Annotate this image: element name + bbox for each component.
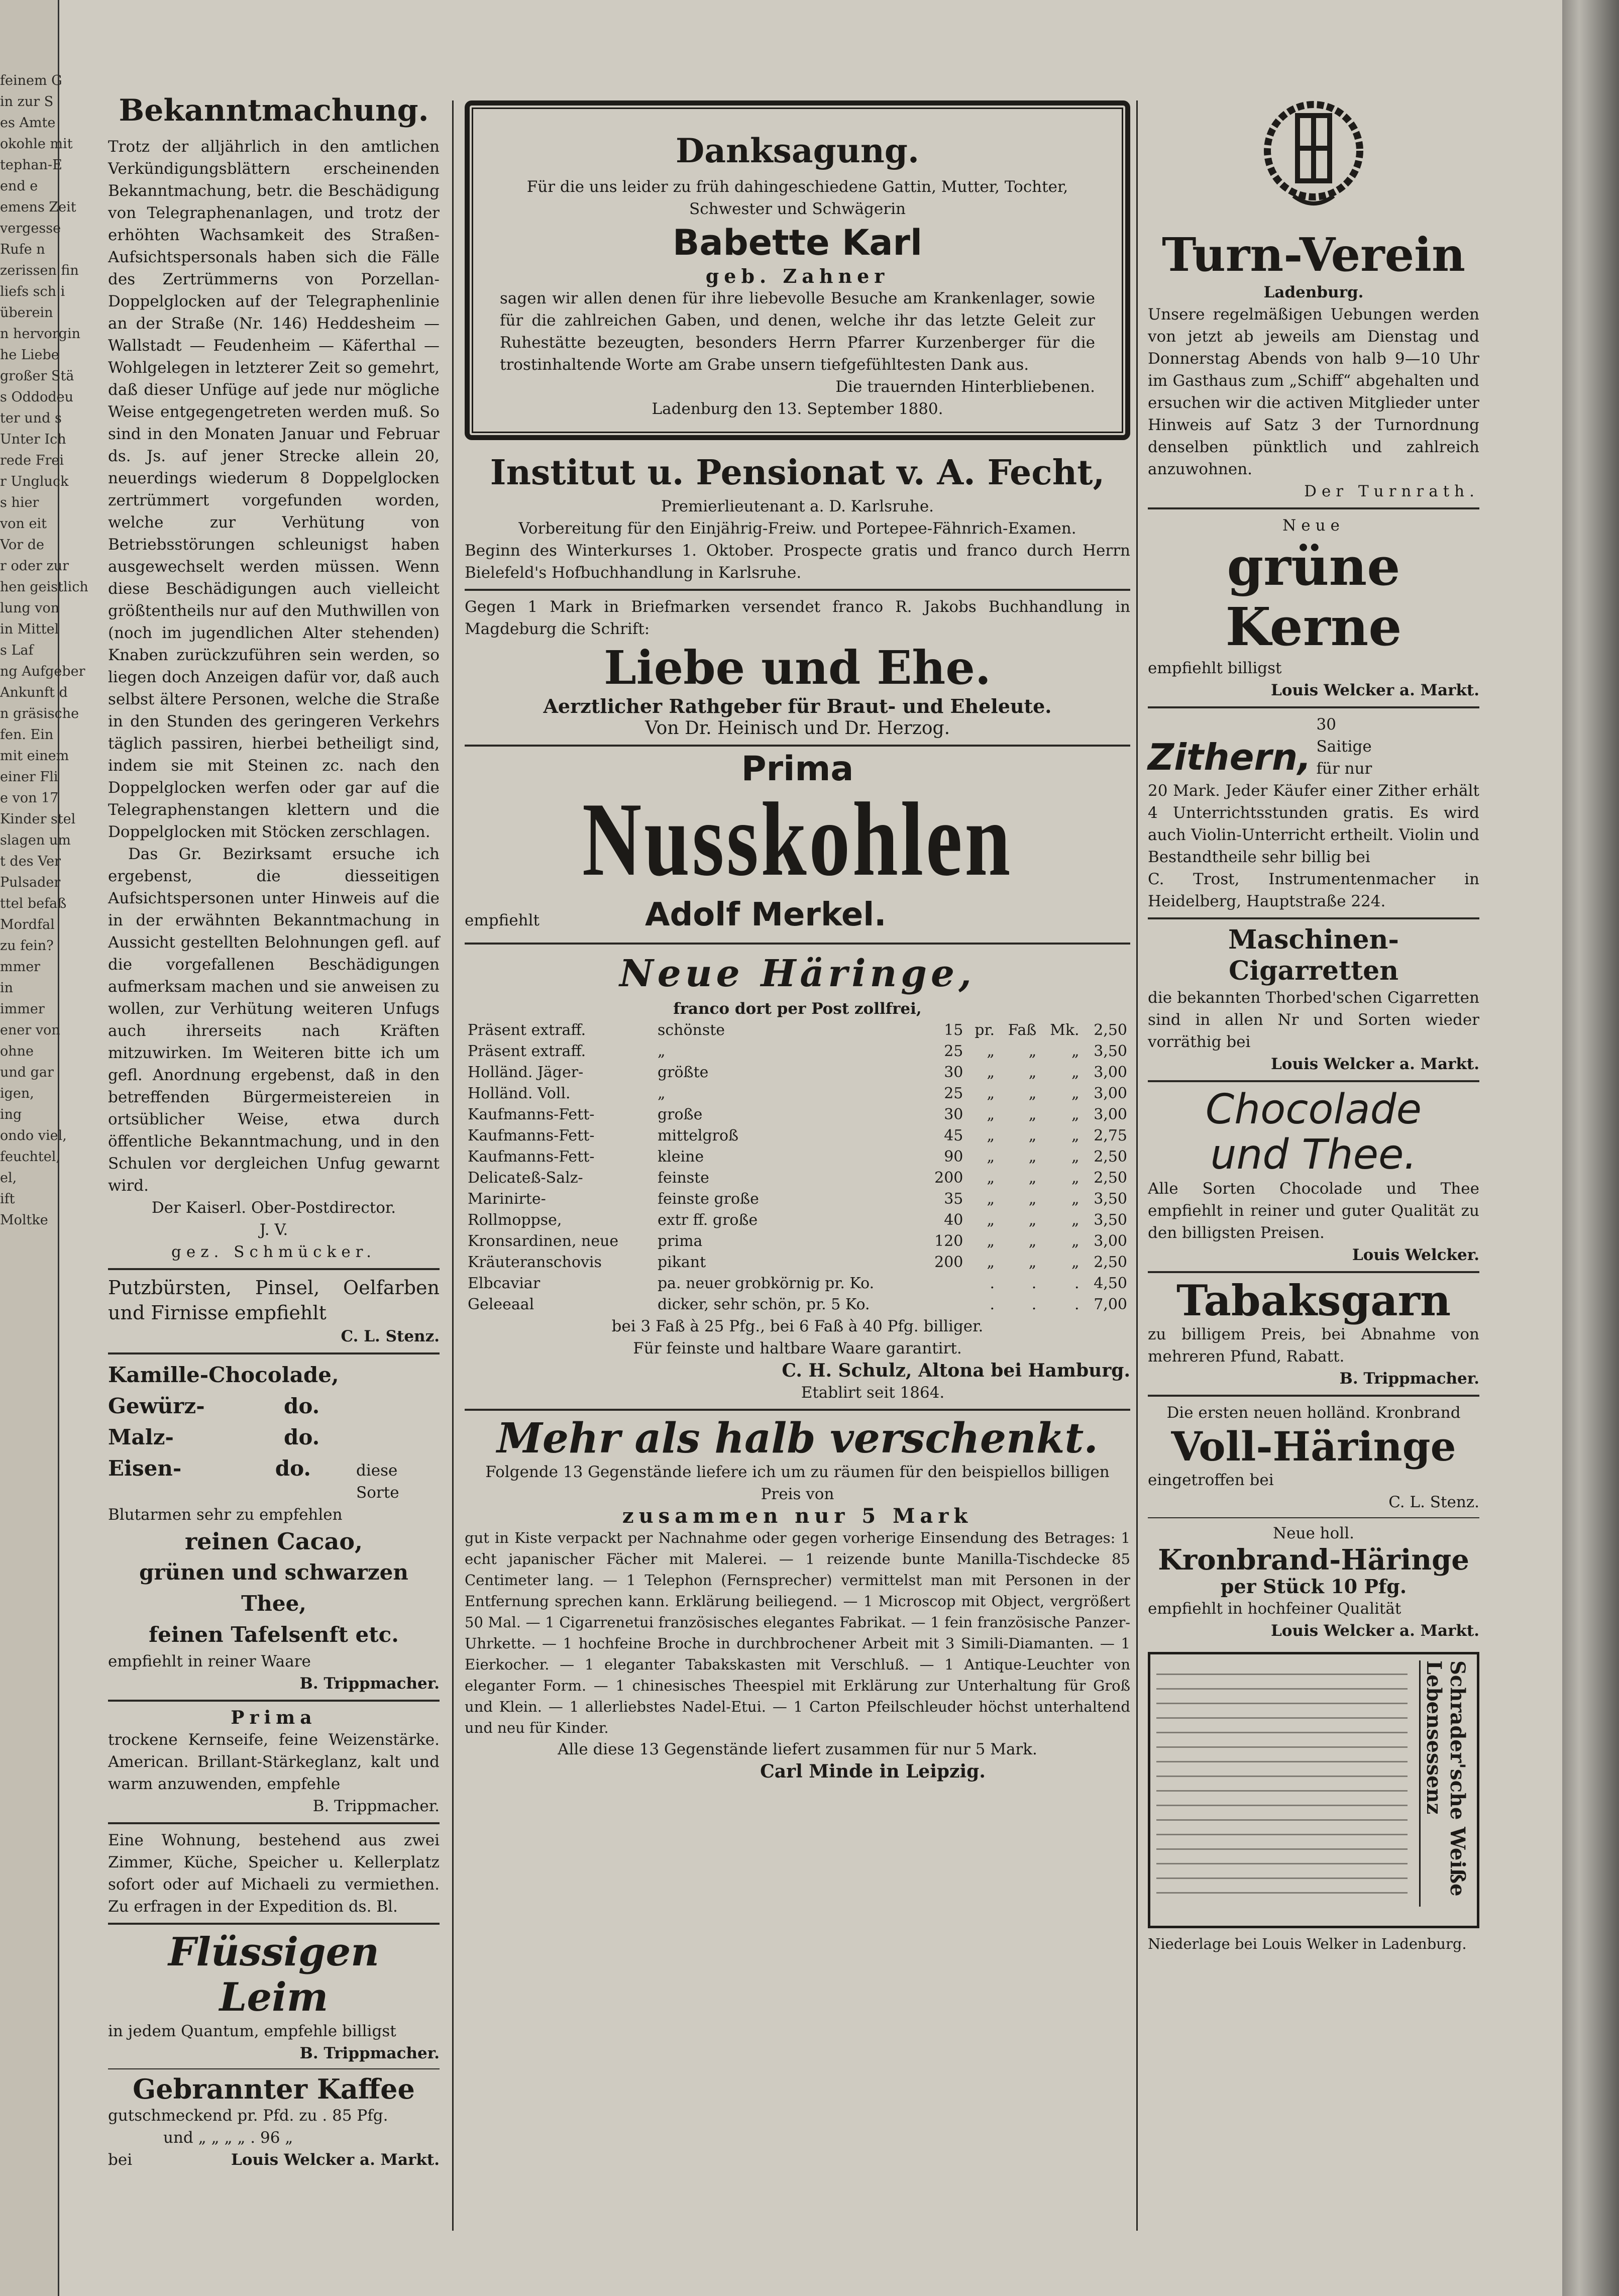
price-cell: 25 <box>944 1085 963 1102</box>
prev-page-line: end e <box>0 178 38 194</box>
price-cell: „ <box>1028 1042 1037 1060</box>
turnverein-sign: Der Turnrath. <box>1304 482 1479 500</box>
kron-price: per Stück 10 Pfg. <box>1220 1575 1407 1598</box>
price-row <box>465 1041 1130 1062</box>
price-cell: schönste <box>657 1021 725 1039</box>
price-cell: . <box>1031 1296 1037 1313</box>
price-cell: 40 <box>944 1211 963 1229</box>
prima-heading: Prima <box>231 1707 317 1728</box>
price-cell: feinste <box>657 1169 709 1187</box>
prev-page-line: r oder zur <box>0 558 69 574</box>
price-cell: . <box>1074 1275 1080 1292</box>
danksagung-sign: Die trauernden Hinterbliebenen. <box>835 378 1095 396</box>
prev-page-line: liefs sch i <box>0 284 65 299</box>
chocolade-line-3: Malz- <box>108 1425 174 1449</box>
kron-empf: empfiehlt in hochfeiner Qualität <box>1148 1600 1401 1618</box>
prev-page-line: s Oddodeu <box>0 389 74 405</box>
column-middle <box>465 85 1130 1783</box>
price-cell: 2,50 <box>1094 1254 1127 1271</box>
danksagung-geb: geb. Zahner <box>705 265 890 287</box>
leim-text: in jedem Quantum, empfehle billigst <box>108 2022 396 2040</box>
tabaksgarn-heading: Tabaksgarn <box>1176 1276 1451 1325</box>
price-cell: „ <box>1028 1169 1037 1187</box>
danksagung-text: sagen wir allen denen für ihre liebevolle Besuche am Krankenlager, sowie für die zahlreichen Gaben, und denen, welche ihr das letzte Geleit zur Ruhestätte bezeugten, besonders Herrn Pfarrer Kurzenberger für die trostinhaltende Worte am Grabe unsern tiefgefühltesten Dank aus. <box>500 289 1095 374</box>
cigarretten-name: Louis Welcker a. Markt. <box>1270 1055 1479 1073</box>
price-cell: . <box>990 1296 995 1313</box>
price-cell: 3,00 <box>1094 1085 1127 1102</box>
price-cell: „ <box>1071 1064 1080 1081</box>
prev-page-line: hen geistlich <box>0 579 88 595</box>
price-row <box>465 1146 1130 1168</box>
liebe-sub: Aerztlicher Rathgeber für Braut- und Eheleute. <box>543 695 1052 717</box>
price-cell: „ <box>1071 1211 1080 1229</box>
prev-page-line: okohle mit <box>0 136 73 152</box>
price-cell: 120 <box>934 1232 963 1250</box>
chocolade-ditto: do. <box>284 1425 320 1449</box>
price-cell: „ <box>1028 1211 1037 1229</box>
prev-page-line: ondo viel, <box>0 1128 67 1143</box>
announcement-body-2: Das Gr. Bezirksamt ersuche ich ergebenst, die diesseitigen Aufsichtspersonen unter Hinweis auf die in der erwähnten Bekanntmachung in Aussicht gestellten Belohnungen gefl. auf die vorgefallenen Beschädigungen aufmerksam machen und sie anweisen zu wollen, zur Verhütung weiteren Unfugs auch ihrerseits nach Kräften mitzuwirken. Im Weiteren bitte ich um gefl. Anordnung ergebenst, daß in den betreffenden Bürgermeistereien in ortsüblicher Weise, etwa durch öffentliche Bekanntmachung, und in den Schulen vor dergleichen Unfug gewarnt wird. <box>108 845 440 1195</box>
kron-name: Louis Welcker a. Markt. <box>1270 1622 1479 1640</box>
prev-page-line: s Laf <box>0 643 34 658</box>
institut-sub: Premierlieutenant a. D. Karlsruhe. <box>661 497 934 515</box>
liebe-authors: Von Dr. Heinisch und Dr. Herzog. <box>644 718 950 739</box>
price-cell: 3,00 <box>1094 1232 1127 1250</box>
mehr-intro: Folgende 13 Gegenstände liefere ich um zu räumen für den beispiellos billigen Preis von <box>485 1463 1110 1503</box>
schrader-ad-box <box>1148 1652 1479 1928</box>
price-row <box>465 1273 1130 1294</box>
senf-line: feinen Tafelsenft etc. <box>149 1622 399 1647</box>
kaffee-name: Louis Welcker a. Markt. <box>231 2151 440 2169</box>
price-cell: prima <box>657 1232 703 1250</box>
price-row <box>465 1231 1130 1252</box>
price-cell: Rollmoppse, <box>468 1211 562 1229</box>
price-cell: 3,50 <box>1094 1211 1127 1229</box>
prev-page-line: rede Frei <box>0 453 64 468</box>
prev-page-line: lung von <box>0 600 60 616</box>
price-cell: Präsent extraff. <box>468 1021 586 1039</box>
price-cell: 35 <box>944 1190 963 1208</box>
kaffee-line-1: gutschmeckend pr. Pfd. zu . 85 Pfg. <box>108 2107 388 2125</box>
prev-page-line: he Liebe <box>0 347 59 363</box>
price-row <box>465 1189 1130 1210</box>
prev-page-line: mit einem <box>0 748 69 764</box>
kerne-heading: grüne Kerne <box>1225 536 1402 658</box>
danksagung-heading: Danksagung. <box>676 131 919 170</box>
price-cell: „ <box>1071 1190 1080 1208</box>
price-cell: Marinirte- <box>468 1190 546 1208</box>
prev-page-line: ter und s <box>0 410 62 426</box>
price-cell: „ <box>1071 1254 1080 1271</box>
price-cell: 90 <box>944 1148 963 1166</box>
price-cell: 15 <box>944 1021 963 1039</box>
prev-page-line: Moltke <box>0 1212 48 1228</box>
price-cell: pr. <box>975 1021 995 1039</box>
price-cell: „ <box>987 1064 995 1081</box>
price-row <box>465 1210 1130 1231</box>
schrader-note: Niederlage bei Louis Welker in Ladenburg. <box>1148 1935 1467 1952</box>
price-cell: „ <box>1071 1106 1080 1123</box>
prev-page-line: s hier <box>0 495 39 510</box>
price-cell: extr ff. große <box>657 1211 758 1229</box>
haringe-est: Etablirt seit 1864. <box>801 1384 945 1402</box>
price-cell: Kronsardinen, neue <box>468 1232 619 1250</box>
price-cell: „ <box>1028 1254 1037 1271</box>
price-cell: „ <box>1071 1169 1080 1187</box>
haringe-price-table <box>465 1020 1130 1315</box>
price-cell: 2,50 <box>1094 1169 1127 1187</box>
prev-page-line: ener von <box>0 1022 60 1038</box>
prev-page-line: großer Stä <box>0 368 74 384</box>
price-cell: Kaufmanns-Fett- <box>468 1148 595 1166</box>
prev-page-line: t des Ver <box>0 854 61 869</box>
turnverein-emblem <box>1148 95 1479 213</box>
haringe-franco: franco dort per Post zollfrei, <box>673 1000 922 1018</box>
price-cell: 7,00 <box>1094 1296 1127 1313</box>
announcement-signature: Der Kaiserl. Ober-Postdirector. <box>151 1199 396 1217</box>
turnverein-emblem-icon <box>1263 95 1364 211</box>
prev-page-line: einer Fli <box>0 769 58 785</box>
prev-page-line: Pulsader <box>0 875 61 890</box>
price-cell: 3,00 <box>1094 1106 1127 1123</box>
haringe-line-1: bei 3 Faß à 25 Pfg., bei 6 Faß à 40 Pfg. billiger. <box>611 1317 984 1335</box>
zithern-name: C. Trost, Instrumentenmacher in Heidelberg, Hauptstraße 224. <box>1148 870 1479 910</box>
tabaksgarn-name: B. Trippmacher. <box>1339 1370 1479 1388</box>
column-divider <box>1136 100 1138 2231</box>
chocolade-heading: Chocolade <box>1205 1086 1422 1133</box>
price-cell: Kaufmanns-Fett- <box>468 1106 595 1123</box>
price-cell <box>924 1273 966 1294</box>
price-cell: . <box>1031 1275 1037 1292</box>
nuss-name: Adolf Merkel. <box>644 896 887 933</box>
prev-page-line: slagen um <box>0 832 71 848</box>
price-cell: große <box>657 1106 703 1123</box>
mehr-name: Carl Minde in Leipzig. <box>760 1761 986 1782</box>
kaffee-bei: bei <box>108 2151 133 2169</box>
announcement-signature-name: gez. Schmücker. <box>171 1243 376 1261</box>
price-cell: „ <box>1028 1085 1037 1102</box>
prev-page-line: Ankunft d <box>0 685 68 700</box>
price-cell: „ <box>1071 1085 1080 1102</box>
prev-page-line: Rufe n <box>0 242 45 257</box>
zithern-side: 30 Saitige für nur <box>1316 715 1372 778</box>
liebe-intro: Gegen 1 Mark in Briefmarken versendet franco R. Jakobs Buchhandlung in Magdeburg die Schrift: <box>465 598 1130 638</box>
cigarretten-text: die bekannten Thorbed'schen Cigarretten sind in allen Nr und Sorten wieder vorräthig bei <box>1148 989 1479 1051</box>
prev-page-line: ohne <box>0 1043 34 1059</box>
price-cell: Holländ. Jäger- <box>468 1064 584 1081</box>
chocolade-ditto: do. <box>284 1394 320 1418</box>
zithern-text: 20 Mark. Jeder Käufer einer Zither erhält 4 Unterrichtsstunden gratis. Es wird auch Violin-Unterricht ertheilt. Violin und Bestandtheile sehr billig bei <box>1148 782 1479 866</box>
price-cell: „ <box>1071 1232 1080 1250</box>
price-cell: Faß <box>1008 1021 1037 1039</box>
prev-page-line: emens Zeit <box>0 199 76 215</box>
price-cell: 3,50 <box>1094 1042 1127 1060</box>
haringe-name: C. H. Schulz, Altona bei Hamburg. <box>782 1360 1130 1381</box>
price-cell: „ <box>1028 1148 1037 1166</box>
kaffee-heading: Gebrannter Kaffee <box>133 2073 415 2105</box>
price-cell: „ <box>1028 1127 1037 1144</box>
announcement-body: Trotz der alljährlich in den amtlichen Verkündigungsblättern erscheinenden Bekanntmachung, betr. die Beschädigung von Telegraphenanlagen, und trotz der erhöhten Wachsamkeit des Straßen-Aufsichtspersonals haben sich die Fälle des Zertrümmerns von Porzellan-Doppelglocken auf der Telegraphenlinie an der Straße (Nr. 146) Heddesheim — Wallstadt — Feudenheim — Käferthal — Wohlgelegen in letzterer Zeit so gemehrt, daß dieser Unfüge auf jede nur mögliche Weise entgegengetreten werden muß. So sind in den Monaten Januar und Februar ds. Js. auf jener Strecke allein 20, neuerdings wiederum 8 Doppelglocken zertrümmert vorgefunden worden, welche zur Verhütung von Betriebsstörungen schleunigst haben ausgewechselt werden müssen. Wenn diese Beschädigungen auch vielleicht größtentheils nur auf den Muthwillen von (noch im jugendlichen Alter stehenden) Knaben zurückzuführen sein werden, so liegen doch Anzeigen dafür vor, daß auch selbst ältere Personen, welche die Straße in den Stunden des geringeren Verkehrs täglich passiren, hierbei betheiligt sind, indem sie mit Steinen zc. nach den Doppelglocken werfen oder gar auf die Telegraphenstangen klettern und die Doppelglocken mit Stöcken zerschlagen. <box>108 138 440 841</box>
price-cell: „ <box>987 1254 995 1271</box>
price-cell: 2,50 <box>1094 1021 1127 1039</box>
price-cell: mittelgroß <box>657 1127 739 1144</box>
prev-page-line: n hervorgin <box>0 326 80 342</box>
prev-page-line: feuchtel, <box>0 1149 60 1165</box>
price-cell: Geleeaal <box>468 1296 534 1313</box>
prev-page-line: ing <box>0 1107 22 1122</box>
prev-page-line: in zur S <box>0 94 54 110</box>
price-cell: „ <box>1028 1064 1037 1081</box>
price-cell: „ <box>987 1148 995 1166</box>
leim-heading: Flüssigen Leim <box>168 1929 380 2020</box>
price-cell: größte <box>657 1064 709 1081</box>
price-cell: 25 <box>944 1042 963 1060</box>
cigarretten-heading: Maschinen-Cigarretten <box>1228 924 1399 986</box>
price-row <box>465 1252 1130 1273</box>
price-cell: „ <box>1028 1190 1037 1208</box>
voll-name: C. L. Stenz. <box>1388 1493 1479 1511</box>
wohnung-ad: Eine Wohnung, bestehend aus zwei Zimmer, Küche, Speicher u. Kellerplatz sofort oder auf Michaeli zu vermiethen. Zu erfragen in der Expedition ds. Bl. <box>108 1831 440 1916</box>
chocolade-heading-2: und Thee. <box>1210 1131 1417 1179</box>
price-cell: „ <box>987 1232 995 1250</box>
voll-empf: eingetroffen bei <box>1148 1471 1274 1489</box>
nuss-heading: Nusskohlen <box>582 781 1013 898</box>
prev-page-line: ng Aufgeber <box>0 664 85 679</box>
prev-page-line: el, <box>0 1170 17 1186</box>
previous-page-fragment <box>0 0 88 2296</box>
price-row <box>465 1020 1130 1041</box>
danksagung-intro: Für die uns leider zu früh dahingeschiedene Gattin, Mutter, Tochter, Schwester und Schwägerin <box>526 178 1068 218</box>
cacao-line: reinen Cacao, <box>184 1528 363 1555</box>
chocolade-recommend: Blutarmen sehr zu empfehlen <box>108 1506 343 1524</box>
danksagung-name: Babette Karl <box>673 222 922 263</box>
haringe-line-2: Für feinste und haltbare Waare garantirt. <box>633 1339 962 1358</box>
price-cell: „ <box>1028 1232 1037 1250</box>
institut-text-1: Vorbereitung für den Einjährig-Freiw. und Portepee-Fähnrich-Examen. <box>518 519 1076 538</box>
price-cell: „ <box>987 1190 995 1208</box>
price-cell: dicker, sehr schön, pr. 5 Ko. <box>657 1296 870 1313</box>
chocolade-line-1: Kamille-Chocolade, <box>108 1363 339 1387</box>
price-cell: 3,50 <box>1094 1190 1127 1208</box>
price-cell: „ <box>1028 1106 1037 1123</box>
mehr-price: zusammen nur 5 Mark <box>622 1504 973 1528</box>
price-cell: „ <box>1071 1148 1080 1166</box>
prev-page-line: in Mittel <box>0 621 59 637</box>
price-row <box>465 1104 1130 1125</box>
price-cell: 2,75 <box>1094 1127 1127 1144</box>
price-cell: „ <box>1071 1127 1080 1144</box>
chocolade-note: diese Sorte <box>356 1462 399 1502</box>
kaffee-line-2: und „ „ „ „ . 96 „ <box>163 2129 293 2147</box>
prev-page-line: tephan-E <box>0 157 62 173</box>
price-cell <box>924 1294 966 1315</box>
schrader-fine-print <box>1156 1660 1408 1907</box>
chocolade-line-4: Eisen- <box>108 1456 182 1481</box>
prev-page-line: Kinder stel <box>0 811 76 827</box>
price-row <box>465 1294 1130 1315</box>
trippmacher-name: B. Trippmacher. <box>299 1675 440 1693</box>
voll-heading: Voll-Häringe <box>1171 1423 1456 1470</box>
column-right <box>1148 85 1479 1954</box>
price-cell: kleine <box>657 1148 704 1166</box>
announcement-heading: Bekanntmachung. <box>119 93 429 128</box>
institut-text-2: Beginn des Winterkurses 1. Oktober. Prospecte gratis und franco durch Herrn Bielefeld's Hofbuchhandlung in Karlsruhe. <box>465 542 1130 582</box>
prev-page-line: Vor de <box>0 537 45 553</box>
mehr-text: gut in Kiste verpackt per Nachnahme oder gegen vorherige Einsendung des Betrages: 1 echt japanischer Fächer mit Malerei. — 1 reizende bunte Manilla-Tischdecke 85 Centimeter lang. — 1 Telephon (Fernsprecher) vermittelst man mit Personen in der Entfernung sprechen kann. Erklärung beiliegend. — 1 Microscop mit Object, vergrößert 50 Mal. — 1 Cigarrenetui französisches elegantes Fabrikat. — 1 fein französische Panzer-Uhrkette. — 1 hochfeine Broche in durchbrochener Arbeit mit 3 Simili-Diamanten. — 1 Eierkocher. — 1 eleganter Tabakskasten mit Verschluß. — 1 Antique-Leuchter von eleganter Form. — 1 chinesisches Theespiel mit Erklärung zur Unterhaltung für Groß und Klein. — 1 allerliebstes Nadel-Etui. — 1 Carton Pfeilschleuder höchst unterhaltend und neu für Kinder. <box>465 1529 1130 1736</box>
price-cell: Elbcaviar <box>468 1275 541 1292</box>
column-divider <box>452 100 454 2231</box>
chocolade-ditto: do. <box>275 1456 311 1481</box>
prev-page-line: r Ungluck <box>0 474 69 489</box>
prev-page-line: mmer <box>0 959 41 975</box>
price-row <box>465 1083 1130 1104</box>
price-cell: 30 <box>944 1064 963 1081</box>
price-cell: 45 <box>944 1127 963 1144</box>
turnverein-heading: Turn-Verein <box>1161 228 1466 282</box>
kron-heading: Kronbrand-Häringe <box>1158 1543 1469 1577</box>
prev-page-line: zerissen fin <box>0 263 79 278</box>
kerne-neue: Neue <box>1282 516 1345 535</box>
zithern-heading: Zithern, <box>1148 736 1312 778</box>
price-cell: Holländ. Voll. <box>468 1085 571 1102</box>
price-cell: „ <box>987 1042 995 1060</box>
prev-page-line: zu fein? <box>0 938 54 954</box>
price-cell: 2,50 <box>1094 1148 1127 1166</box>
price-cell: Kaufmanns-Fett- <box>468 1127 595 1144</box>
price-row <box>465 1125 1130 1146</box>
price-cell: „ <box>987 1211 995 1229</box>
prev-page-line: n gräsische <box>0 706 79 721</box>
prev-page-line: es Amte <box>0 115 56 131</box>
prev-page-line: von eit <box>0 516 47 532</box>
price-cell: 4,50 <box>1094 1275 1127 1292</box>
leim-name: B. Trippmacher. <box>299 2044 440 2062</box>
chocolade-name: Louis Welcker. <box>1352 1246 1479 1264</box>
price-row <box>465 1168 1130 1189</box>
price-cell: 200 <box>934 1169 963 1187</box>
tabaksgarn-text: zu billigem Preis, bei Abnahme von mehreren Pfund, Rabatt. <box>1148 1325 1479 1366</box>
prima-text: trockene Kernseife, feine Weizenstärke. American. Brillant-Stärkeglanz, kalt und warm anzuwenden, empfehle <box>108 1731 440 1793</box>
stenz-ad-text: Putzbürsten, Pinsel, Oelfarben und Firnisse empfiehlt <box>108 1277 440 1324</box>
nuss-empf: empfiehlt <box>465 911 539 929</box>
prev-page-line: Unter Ich <box>0 432 66 447</box>
price-cell: „ <box>987 1106 995 1123</box>
prima-name: B. Trippmacher. <box>312 1797 440 1815</box>
chocolade-offer: empfiehlt in reiner Waare <box>108 1652 311 1671</box>
stenz-ad-name: C. L. Stenz. <box>341 1327 440 1345</box>
price-cell: feinste große <box>657 1190 759 1208</box>
mehr-heading: Mehr als halb verschenkt. <box>497 1414 1098 1463</box>
price-cell: pa. neuer grobkörnig pr. Ko. <box>657 1275 875 1292</box>
prev-page-line: ift <box>0 1191 15 1207</box>
price-cell: Mk. <box>1050 1021 1080 1039</box>
prev-page-line: in <box>0 980 14 996</box>
price-cell: 200 <box>934 1254 963 1271</box>
price-row <box>465 1062 1130 1083</box>
price-cell: . <box>1074 1296 1080 1313</box>
chocolade-text: Alle Sorten Chocolade und Thee empfiehlt in reiner und guter Qualität zu den billigsten Preisen. <box>1148 1180 1479 1242</box>
price-cell: „ <box>657 1042 666 1060</box>
prev-page-line: und gar <box>0 1065 54 1080</box>
prev-page-line: vergesse <box>0 221 61 236</box>
prev-page-line: feinem G <box>0 73 62 88</box>
mehr-close: Alle diese 13 Gegenstände liefert zusammen für nur 5 Mark. <box>558 1740 1037 1758</box>
price-cell: „ <box>987 1169 995 1187</box>
price-cell: 3,00 <box>1094 1064 1127 1081</box>
prev-page-line: immer <box>0 1001 45 1017</box>
nuss-prima: Prima <box>741 749 854 789</box>
price-cell: „ <box>657 1085 666 1102</box>
announcement-signature-jv: J. V. <box>259 1221 288 1239</box>
book-edge <box>1562 0 1619 2296</box>
prev-page-line: e von 17 <box>0 790 59 806</box>
price-cell: . <box>990 1275 995 1292</box>
danksagung-date: Ladenburg den 13. September 1880. <box>652 400 943 418</box>
turnverein-text: Unsere regelmäßigen Uebungen werden von jetzt ab jeweils am Dienstag und Donnerstag Abends von halb 9—10 Uhr im Gasthaus zum „Schiff“ abgehalten und ersuchen wir die activen Mitglieder unter Hinweis auf Satz 3 der Turnordnung denselben pünktlich und zahlreich anzuwohnen. <box>1148 305 1479 478</box>
turnverein-sub: Ladenburg. <box>1263 283 1364 301</box>
kerne-name: Louis Welcker a. Markt. <box>1270 681 1479 699</box>
price-cell: „ <box>987 1085 995 1102</box>
price-cell: pikant <box>657 1254 706 1271</box>
institut-heading: Institut u. Pensionat v. A. Fecht, <box>490 453 1105 493</box>
prev-page-line: ttel befaß <box>0 896 67 911</box>
price-cell: Kräuteranschovis <box>468 1254 602 1271</box>
chocolade-line-2: Gewürz- <box>108 1394 205 1418</box>
price-cell: Delicateß-Salz- <box>468 1169 583 1187</box>
thee-line: grünen und schwarzen Thee, <box>139 1560 408 1616</box>
kron-neue: Neue holl. <box>1273 1524 1354 1542</box>
prev-page-line: Mordfal <box>0 917 55 932</box>
price-cell: „ <box>987 1127 995 1144</box>
schrader-title: Schrader'sche Weiße Lebensessenz <box>1422 1660 1469 1897</box>
prev-page-line: fen. Ein <box>0 727 54 743</box>
voll-intro: Die ersten neuen holländ. Kronbrand <box>1166 1404 1461 1422</box>
prev-page-line: überein <box>0 305 53 321</box>
price-cell: „ <box>1071 1042 1080 1060</box>
liebe-heading: Liebe und Ehe. <box>604 641 991 695</box>
price-cell: 30 <box>944 1106 963 1123</box>
column-left <box>108 85 440 2171</box>
price-cell: Präsent extraff. <box>468 1042 586 1060</box>
kerne-empf: empfiehlt billigst <box>1148 659 1282 677</box>
haringe-heading: Neue Häringe, <box>619 952 976 995</box>
danksagung-box <box>465 100 1130 440</box>
prev-page-line: igen, <box>0 1086 34 1101</box>
